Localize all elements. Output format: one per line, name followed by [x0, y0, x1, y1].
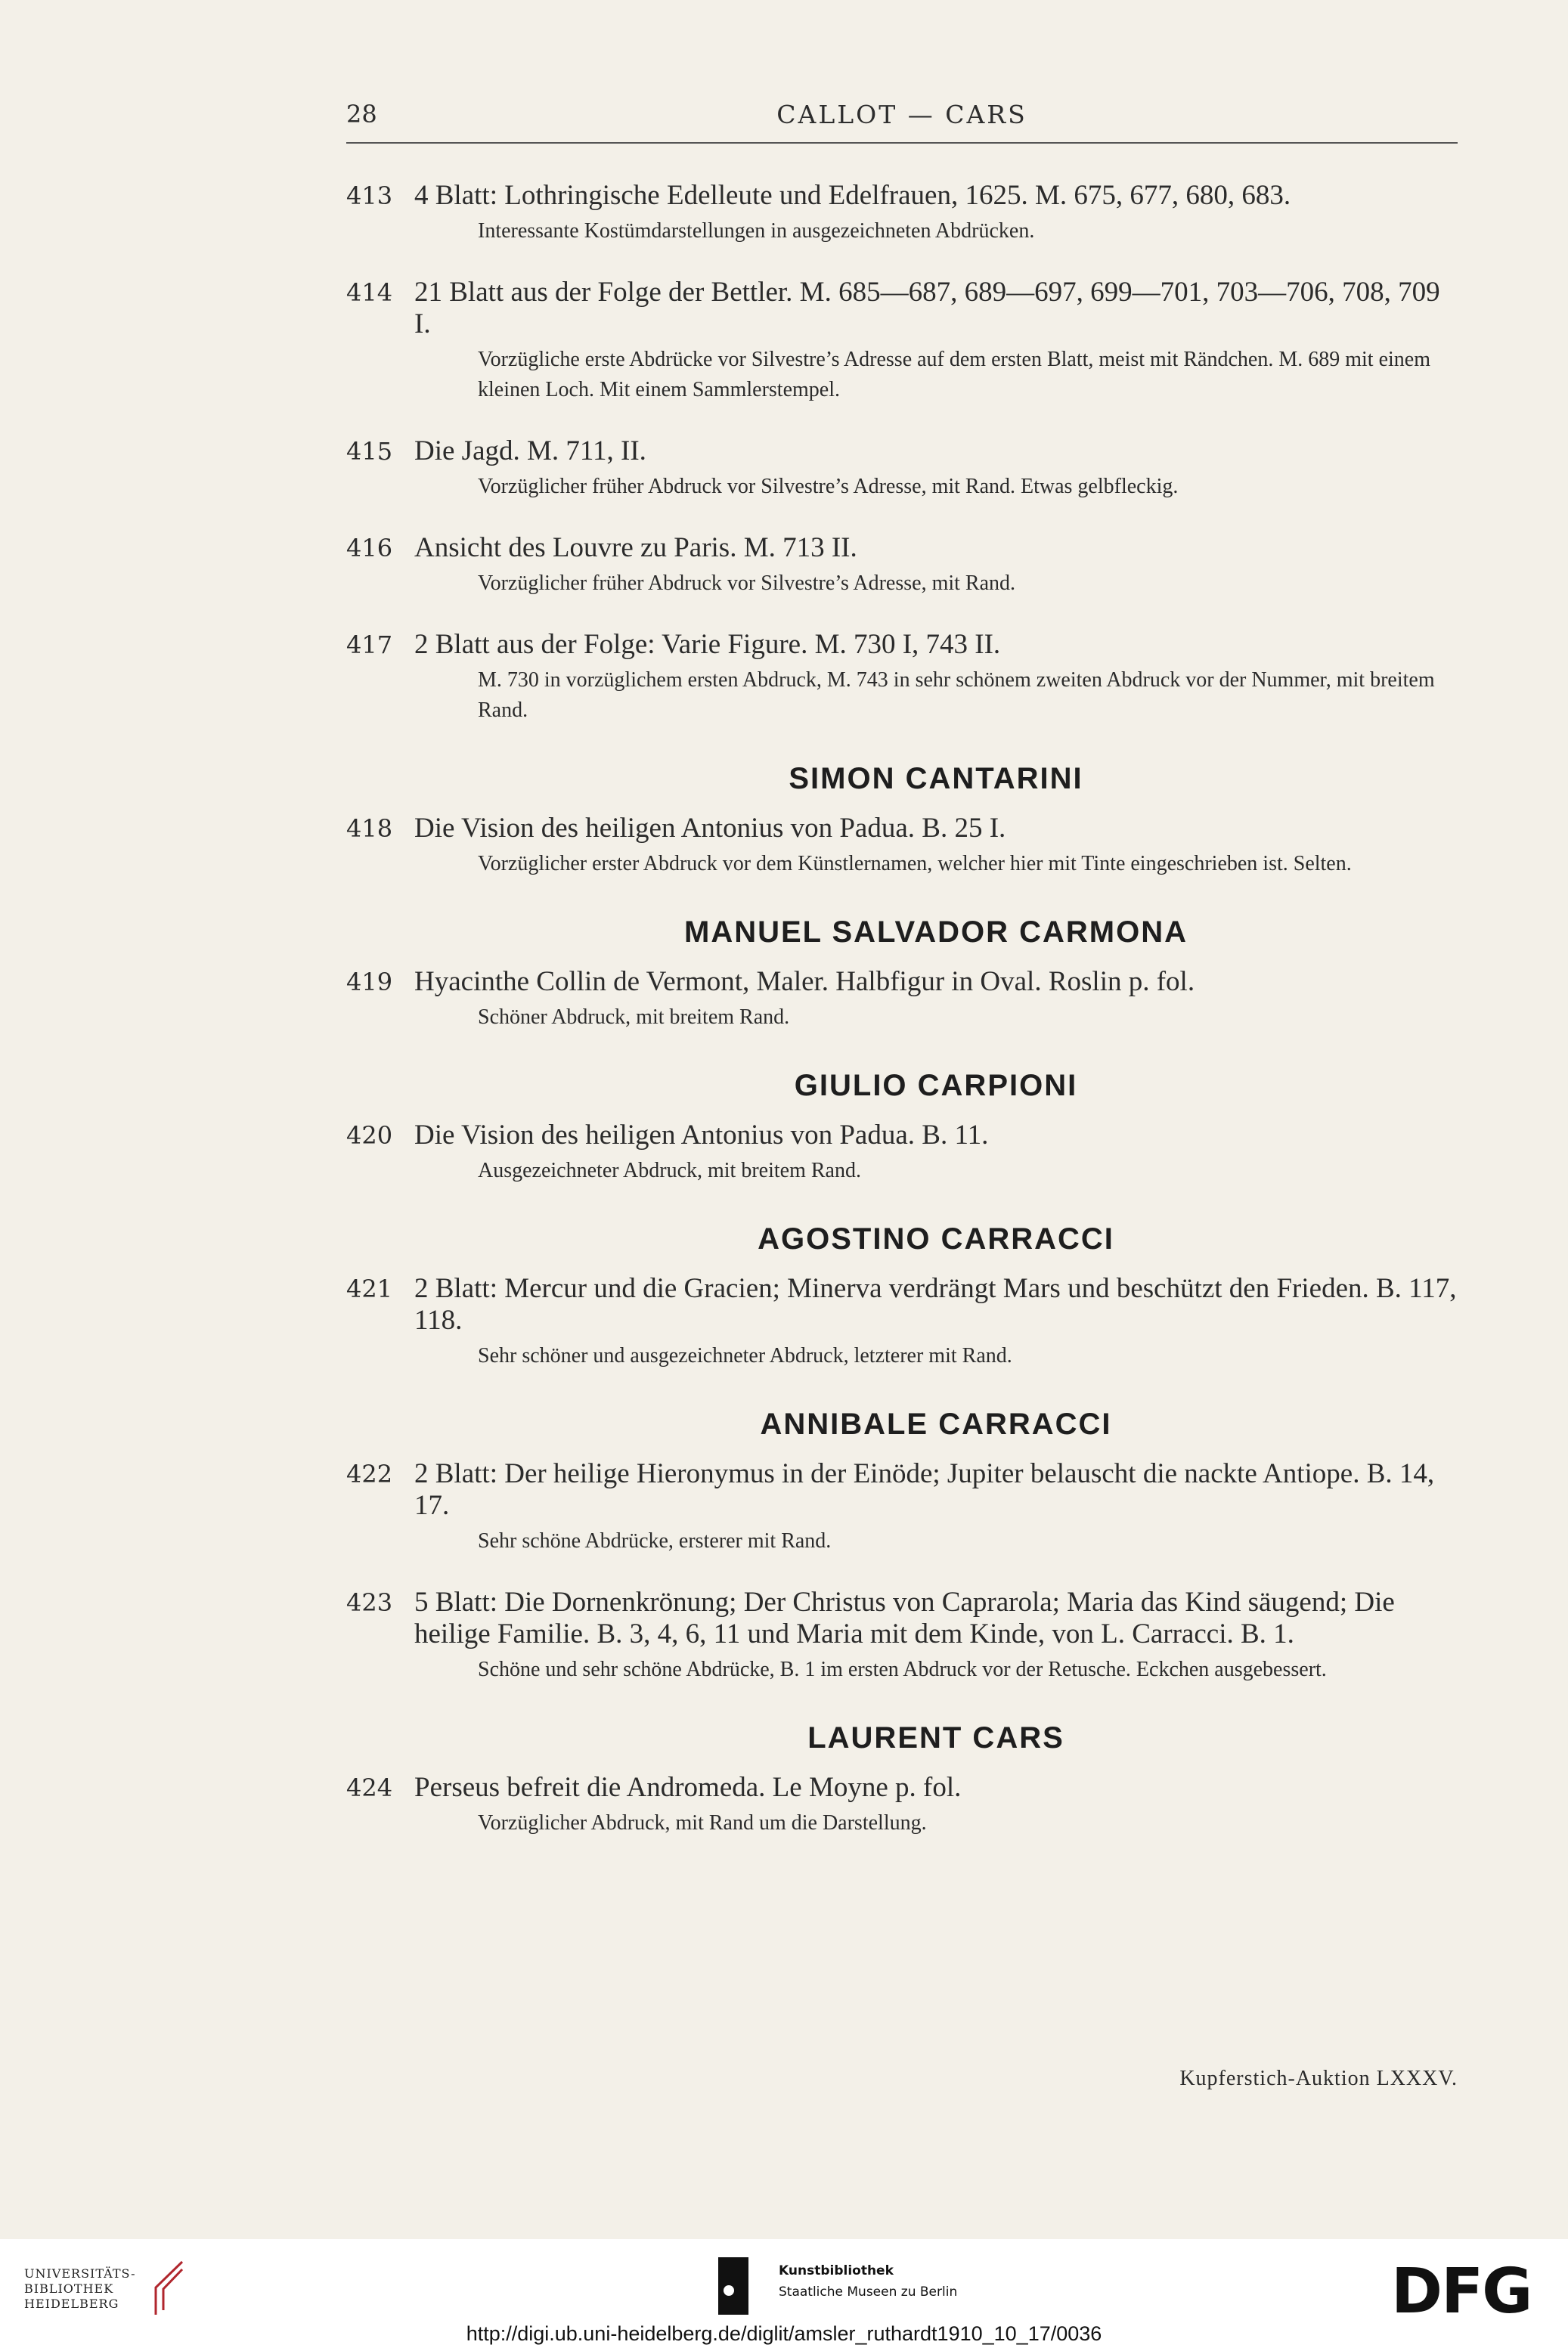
artist-heading: SIMON CANTARINI [789, 762, 1083, 795]
lot-number: 420 [346, 1121, 393, 1150]
running-header [346, 97, 1458, 144]
catalogue-content [346, 180, 1458, 1869]
catalogue-entry [346, 1772, 1458, 1838]
catalogue-entry [346, 813, 1458, 879]
kunstbibliothek-label: Kunstbibliothek Staatliche Museen zu Berlin [779, 2263, 958, 2300]
artist-heading: LAURENT CARS [807, 1721, 1064, 1755]
catalogue-entry [346, 1273, 1458, 1371]
catalogue-entry [346, 966, 1458, 1033]
lot-title: 2 Blatt aus der Folge: Varie Figure. M. 730 I, 743 II. [414, 629, 1001, 660]
auction-footnote: Kupferstich-Auktion LXXXV. [1179, 2067, 1458, 2090]
catalogue-entry [346, 629, 1458, 726]
university-library-logo-icon [141, 2257, 194, 2318]
lot-title: Hyacinthe Collin de Vermont, Maler. Halbfigur in Oval. Roslin p. fol. [414, 966, 1195, 997]
lot-title: Die Vision des heiligen Antonius von Padua. B. 25 I. [414, 813, 1006, 844]
lot-title: Perseus befreit die Andromeda. Le Moyne p. fol. [414, 1772, 962, 1803]
lot-number: 423 [346, 1588, 393, 1617]
permalink-url[interactable]: http://digi.ub.uni-heidelberg.de/diglit/amsler_ruthardt1910_10_17/0036 [466, 2322, 1102, 2345]
lot-number: 419 [346, 968, 393, 996]
running-title: CALLOT — CARS [776, 100, 1027, 129]
artist-heading: ANNIBALE CARRACCI [760, 1408, 1112, 1441]
lot-number: 416 [346, 534, 393, 562]
lot-number: 421 [346, 1275, 393, 1303]
catalogue-entry [346, 1120, 1458, 1186]
catalogue-entry [346, 277, 1458, 405]
lot-number: 415 [346, 437, 393, 466]
lot-description: Sehr schöner und ausgezeichneter Abdruck, letzterer mit Rand. [478, 1344, 1012, 1368]
artist-heading: AGOSTINO CARRACCI [758, 1222, 1114, 1256]
university-library-label: UNIVERSITÄTS- BIBLIOTHEK HEIDELBERG [24, 2266, 136, 2311]
lot-description: Schöner Abdruck, mit breitem Rand. [478, 1005, 790, 1029]
lot-description: M. 730 in vorzüglichem ersten Abdruck, M. 743 in sehr schönem zweiten Abdruck vor der Nummer, mit breitem Rand. [478, 668, 1435, 722]
lot-description: Vorzüglicher früher Abdruck vor Silvestre’s Adresse, mit Rand. Etwas gelbfleckig. [478, 475, 1179, 498]
lot-title: Ansicht des Louvre zu Paris. M. 713 II. [414, 532, 857, 563]
lot-description: Vorzüglicher früher Abdruck vor Silvestre’s Adresse, mit Rand. [478, 571, 1016, 595]
artist-heading: MANUEL SALVADOR CARMONA [684, 915, 1188, 949]
catalogue-entry [346, 180, 1458, 246]
lot-description: Vorzüglicher Abdruck, mit Rand um die Darstellung. [478, 1811, 927, 1835]
lot-title: 4 Blatt: Lothringische Edelleute und Edelfrauen, 1625. M. 675, 677, 680, 683. [414, 180, 1291, 211]
lot-description: Interessante Kostümdarstellungen in ausgezeichneten Abdrücken. [478, 219, 1035, 243]
lot-number: 424 [346, 1773, 393, 1802]
digitization-footer [0, 2239, 1568, 2351]
lot-title: 2 Blatt: Der heilige Hieronymus in der Einöde; Jupiter belauscht die nackte Antiope. B. 14, 17. [414, 1458, 1435, 1521]
lot-number: 413 [346, 181, 393, 210]
lot-description: Vorzüglicher erster Abdruck vor dem Künstlernamen, welcher hier mit Tinte eingeschrieben ist. Selten. [478, 852, 1352, 875]
page-number: 28 [346, 100, 377, 129]
kunstbibliothek-logo-icon [718, 2257, 748, 2315]
lot-number: 418 [346, 814, 393, 843]
lot-title: Die Vision des heiligen Antonius von Padua. B. 11. [414, 1120, 989, 1151]
lot-number: 414 [346, 278, 393, 307]
catalogue-entry [346, 532, 1458, 599]
lot-description: Ausgezeichneter Abdruck, mit breitem Rand. [478, 1159, 861, 1182]
lot-number: 422 [346, 1460, 393, 1488]
catalogue-entry [346, 1458, 1458, 1556]
lot-title: Die Jagd. M. 711, II. [414, 435, 646, 466]
lot-title: 2 Blatt: Mercur und die Gracien; Minerva verdrängt Mars und beschützt den Frieden. B. 117, 118. [414, 1273, 1457, 1336]
artist-heading: GIULIO CARPIONI [794, 1069, 1078, 1102]
catalogue-entry [346, 1587, 1458, 1685]
lot-number: 417 [346, 630, 393, 659]
lot-description: Sehr schöne Abdrücke, ersterer mit Rand. [478, 1529, 832, 1553]
dfg-logo: DFG [1391, 2256, 1532, 2328]
lot-description: Vorzügliche erste Abdrücke vor Silvestre’s Adresse auf dem ersten Blatt, meist mit Rändchen. M. 689 mit einem kleinen Loch. Mit einem Sammlerstempel. [478, 348, 1430, 401]
catalogue-entry [346, 435, 1458, 502]
lot-title: 21 Blatt aus der Folge der Bettler. M. 685—687, 689—697, 699—701, 703—706, 708, 709 I. [414, 277, 1440, 339]
lot-title: 5 Blatt: Die Dornenkrönung; Der Christus von Caprarola; Maria das Kind säugend; Die heilige Familie. B. 3, 4, 6, 11 und Maria mit dem Kinde, von L. Carracci. B. 1. [414, 1587, 1395, 1649]
lot-description: Schöne und sehr schöne Abdrücke, B. 1 im ersten Abdruck vor der Retusche. Eckchen ausgebessert. [478, 1658, 1327, 1681]
